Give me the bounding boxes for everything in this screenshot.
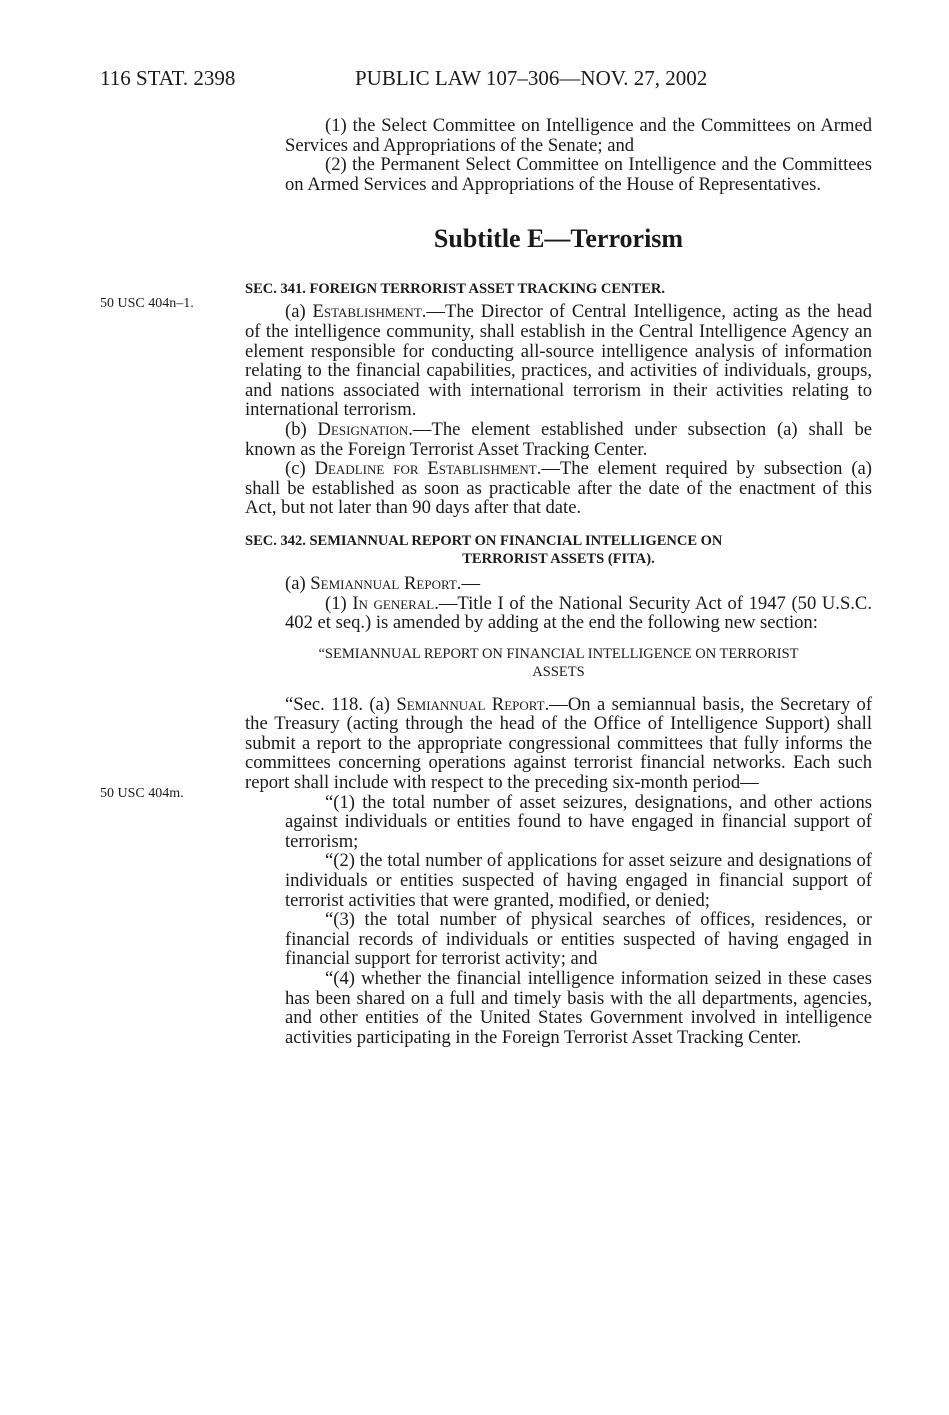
sec341-b-caption: Designation [317,418,409,440]
item1-text: (1) the Select Committee on Intelligence and the Committees on Armed Services and Appropriations of the Senate; and [285,115,872,156]
center-heading-line1: “SEMIANNUAL REPORT ON FINANCIAL INTELLIGENCE ON TERRORIST [318,645,799,662]
sec341-c [245,459,872,518]
sec341-a-caption: Establishment [312,301,422,323]
sec341-c-caption: Deadline for Establishment [314,458,537,480]
sec342-a1-caption: In general [352,592,435,614]
paragraph-item1 [245,116,872,155]
sec341-heading: SEC. 341. FOREIGN TERRORIST ASSET TRACKING CENTER. [245,281,665,298]
sec118-item-1: “(1) the total number of asset seizures, designations, and other actions against individuals or entities found to have engaged in financial support of terrorism; [285,791,872,852]
margin-note-sec118: 50 USC 404m. [100,786,184,801]
sec342-a1-text: .—Title I of the National Security Act of 1947 (50 U.S.C. 402 et seq.) is amended by adding at the end the following new section: [285,592,872,634]
paragraph-item2 [245,155,872,194]
sec341-c-text: .—The element required by subsection (a) shall be established as soon as practicable after the date of the enactment of this Act, but not later than 90 days after that date. [245,458,872,519]
sec341-b-text: .—The element established under subsection (a) shall be known as the Foreign Terrorist Asset Tracking Center. [245,418,872,460]
sec341-a-text: .—The Director of Central Intelligence, acting as the head of the intelligence community, shall establish in the Central Intelligence Agency an element responsible for conducting all-source intelligence analysis of information relating to the financial capabilities, practices, and activities of individuals, groups, and nations associated with international terrorism in their activities relating to international terrorism. [245,301,873,421]
sec118-item-4: “(4) whether the financial intelligence information seized in these cases has been shared on a full and timely basis with the all departments, agencies, and other entities of the United States Government involved in intelligence activities participating in the Foreign Terrorist Asset Tracking Center. [285,968,872,1048]
sec118-caption: Semiannual Report [396,693,545,715]
section-center-heading [245,645,872,681]
sec342-a1-label: (1) [325,592,353,614]
sec118-items [245,793,872,1048]
sec342-a1-para [285,594,872,633]
sec342-a [245,574,872,594]
sec118-intro [245,695,872,793]
sec341-c-label: (c) [285,458,315,480]
law-title: PUBLIC LAW 107–306—NOV. 27, 2002 [355,66,708,90]
sec118-item-2: “(2) the total number of applications for asset seizure and designations of individuals or entities suspected of having engaged in financial support of terrorist activities that were granted, modified, or denied; [285,850,872,911]
sec341-a-label: (a) [285,301,313,323]
sec342-heading-line1: SEC. 342. SEMIANNUAL REPORT ON FINANCIAL INTELLIGENCE ON [245,532,723,549]
statute-page-number: 116 STAT. 2398 [100,66,236,90]
sec341-b-label: (b) [285,418,318,440]
sec118-item-3: “(3) the total number of physical searches of offices, residences, or financial records of individuals or entities suspected of having engaged in financial support for terrorist activity; and [285,909,872,970]
sec342-heading-line2: TERRORIST ASSETS (FITA). [462,550,655,567]
item2-text: (2) the Permanent Select Committee on Intelligence and the Committees on Armed Services and Appropriations of the House of Representatives. [285,154,872,195]
body-text [245,116,872,1047]
sec342-a-label: (a) [285,572,311,594]
sec342-a-dash: .— [456,572,481,594]
sec342-a1 [245,594,872,633]
sec341-b [245,420,872,459]
margin-note-sec341: 50 USC 404n–1. [100,296,194,311]
subtitle-heading: Subtitle E—Terrorism [433,224,684,254]
sec118-lead: “Sec. 118. (a) [285,693,397,715]
sec118-text: .—On a semiannual basis, the Secretary of the Treasury (acting through the head of the Office of Intelligence Support) shall submit a report to the appropriate congressional committees that fully informs the committees concerning operations against terrorist financial networks. Each such report shall include with respect to the preceding six-month period— [245,693,873,794]
sec342-a-caption: Semiannual Report [310,572,457,594]
sec341-a [245,302,872,420]
center-heading-line2: ASSETS [532,663,585,680]
